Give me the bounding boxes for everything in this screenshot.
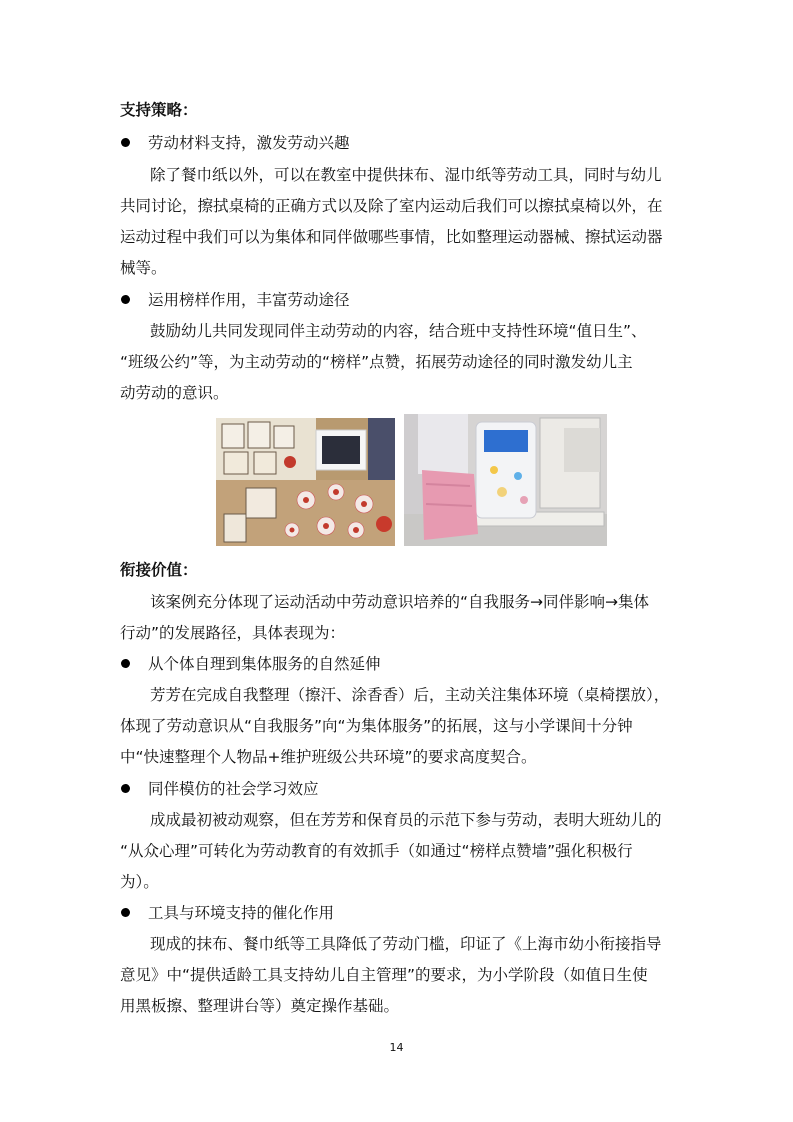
strategy-2-line-1: 鼓励幼儿共同发现同伴主动劳动的内容，结合班中支持性环境“值日生”、 (150, 322, 647, 340)
value-3-line-1: 现成的抹布、餐巾纸等工具降低了劳动门槛，印证了《上海市幼小衔接指导 (150, 935, 662, 953)
strategy-2-title: 运用榜样作用，丰富劳动途径 (148, 291, 350, 309)
value-2-line-1: 成成最初被动观察，但在芳芳和保育员的示范下参与劳动，表明大班幼儿的 (150, 811, 662, 829)
strategy-1-line-4: 械等。 (120, 259, 167, 277)
strategy-1-line-2: 共同讨论，擦拭桌椅的正确方式以及除了室内运动后我们可以擦拭桌椅以外，在 (120, 197, 663, 215)
bridging-intro-line-1: 该案例充分体现了运动活动中劳动意识培养的“自我服务→同伴影响→集体 (150, 593, 650, 611)
value-1-line-1: 芳芳在完成自我整理（擦汗、涂香香）后，主动关注集体环境（桌椅摆放）， (150, 686, 670, 704)
value-1-line-3: 中“快速整理个人物品+维护班级公共环境”的要求高度契合。 (120, 748, 537, 766)
strategy-1-line-1: 除了餐巾纸以外，可以在教室中提供抹布、湿巾纸等劳动工具，同时与幼儿 (150, 166, 662, 184)
cleaning-tools-photo (404, 414, 607, 546)
bridging-intro-line-2: 行动”的发展路径，具体表现为： (120, 624, 346, 642)
value-1-title: 从个体自理到集体服务的自然延伸 (148, 655, 381, 673)
bullet-icon (121, 908, 130, 917)
bullet-icon (121, 784, 130, 793)
cleaning-tools-illustration (404, 414, 607, 546)
value-2-line-2: “从众心理”可转化为劳动教育的有效抓手（如通过“榜样点赞墙”强化积极行 (120, 842, 633, 860)
bullet-icon (121, 138, 130, 147)
strategy-2-line-2: “班级公约”等，为主动劳动的“榜样”点赞，拓展劳动途径的同时激发幼儿主 (120, 353, 633, 371)
strategy-1-line-3: 运动过程中我们可以为集体和同伴做哪些事情，比如整理运动器械、擦拭运动器 (120, 228, 663, 246)
value-1-line-2: 体现了劳动意识从“自我服务”向“为集体服务”的拓展，这与小学课间十分钟 (120, 717, 633, 735)
value-2-line-3: 为）。 (120, 873, 159, 891)
bullet-icon (121, 295, 130, 304)
value-2-title: 同伴模仿的社会学习效应 (148, 780, 319, 798)
bullet-icon (121, 659, 130, 668)
page-number: 14 (389, 1041, 404, 1054)
value-3-line-3: 用黑板擦、整理讲台等）奠定操作基础。 (120, 997, 400, 1015)
strategy-2-line-3: 动劳动的意识。 (120, 384, 229, 402)
classroom-wall-illustration (216, 418, 395, 546)
bridging-value-heading: 衔接价值： (120, 561, 198, 579)
strategy-1-title: 劳动材料支持，激发劳动兴趣 (148, 134, 350, 152)
support-strategy-heading: 支持策略： (120, 101, 198, 119)
value-3-line-2: 意见》中“提供适龄工具支持幼儿自主管理”的要求，为小学阶段（如值日生使 (120, 966, 648, 984)
value-3-title: 工具与环境支持的催化作用 (148, 904, 335, 922)
classroom-wall-photo (216, 418, 395, 546)
